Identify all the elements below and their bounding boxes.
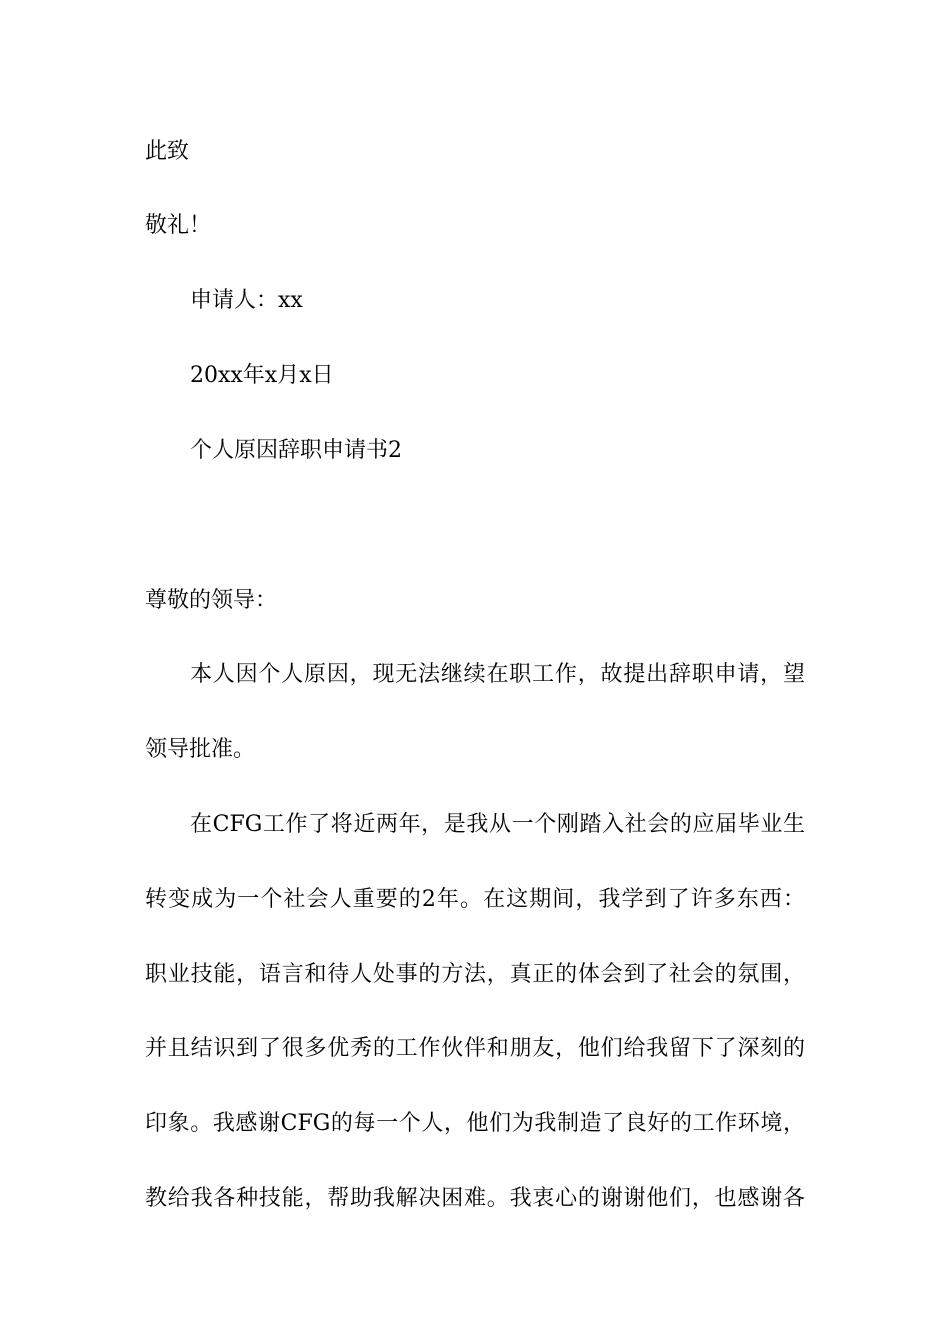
body-line: 教给我各种技能，帮助我解决困难。我衷心的谢谢他们，也感谢各 <box>145 1186 805 1211</box>
body-line: 在CFG工作了将近两年，是我从一个刚踏入社会的应届毕业生 <box>190 812 805 837</box>
body-line: 并且结识到了很多优秀的工作伙伴和朋友，他们给我留下了深刻的 <box>145 1036 805 1061</box>
closing-jing-li: 敬礼！ <box>145 213 212 238</box>
body-line: 转变成为一个社会人重要的2年。在这期间，我学到了许多东西： <box>145 887 805 912</box>
document-title: 个人原因辞职申请书2 <box>190 438 402 463</box>
applicant-line: 申请人：xx <box>190 288 303 313</box>
date-line: 20xx年x月x日 <box>190 363 334 388</box>
body-line: 领导批准。 <box>145 737 256 762</box>
salutation: 尊敬的领导： <box>145 588 278 613</box>
body-line: 职业技能，语言和待人处事的方法，真正的体会到了社会的氛围， <box>145 962 805 987</box>
closing-ci-zhi: 此致 <box>145 139 190 164</box>
body-line: 印象。我感谢CFG的每一个人，他们为我制造了良好的工作环境， <box>145 1111 805 1136</box>
body-line: 本人因个人原因，现无法继续在职工作，故提出辞职申请，望 <box>190 662 805 687</box>
